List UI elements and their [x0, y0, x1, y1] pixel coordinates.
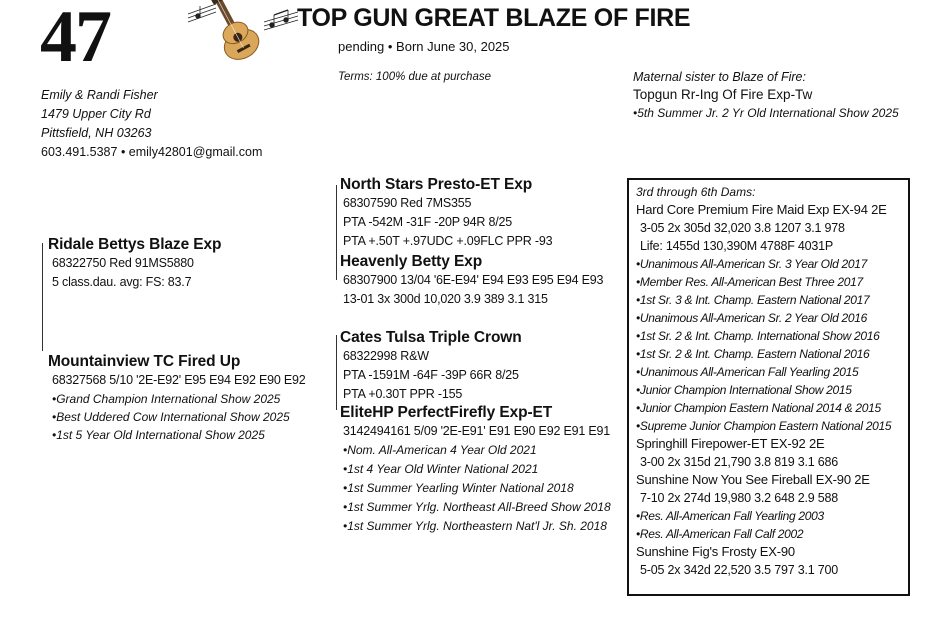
- dam-block: [48, 353, 306, 444]
- owner-names: Emily & Randi Fisher: [41, 88, 158, 102]
- owner-info: [41, 86, 262, 162]
- dam5-achievement: •Res. All-American Fall Yearling 2003: [636, 509, 824, 523]
- dam3-achievement: •Unanimous All-American Sr. 3 Year Old 2017: [636, 257, 867, 271]
- dam-dam-achievement: •1st Summer Yrlg. Northeastern Nat'l Jr. Sh. 2018: [343, 519, 607, 533]
- dam5-achievement: •Res. All-American Fall Calf 2002: [636, 527, 804, 541]
- sire-sire-line: 68307590 Red 7MS355: [343, 196, 472, 210]
- sire-block: [48, 236, 221, 292]
- dam3-achievement: •Supreme Junior Champion Eastern National 2015: [636, 419, 892, 433]
- dam-sire-line: PTA +0.30T PPR -155: [343, 387, 463, 401]
- sale-terms: Terms: 100% due at purchase: [338, 71, 491, 83]
- maternal-sister: [633, 68, 899, 122]
- dam3-achievement: •Unanimous All-American Fall Yearling 2015: [636, 365, 859, 379]
- owner-contact: 603.491.5387 • emily42801@gmail.com: [41, 145, 263, 159]
- dam3-achievement: •1st Sr. 3 & Int. Champ. Eastern National 2017: [636, 293, 870, 307]
- dam6-name: Sunshine Fig's Frosty EX-90: [636, 544, 795, 559]
- dam-sire-block: [340, 329, 522, 404]
- dam-dam-name: EliteHP PerfectFirefly Exp-ET: [340, 404, 553, 421]
- status-born-line: pending • Born June 30, 2025: [338, 39, 510, 54]
- dam-achievement: •1st 5 Year Old International Show 2025: [52, 428, 265, 442]
- sire-line: 5 class.dau. avg: FS: 83.7: [52, 275, 192, 289]
- dam4-name: Springhill Firepower-ET EX-92 2E: [636, 436, 825, 451]
- pedigree-line-sire: [336, 185, 337, 280]
- animal-title: TOP GUN GREAT BLAZE OF FIRE: [297, 4, 691, 32]
- dam-achievement: •Best Uddered Cow International Show 2025: [52, 410, 290, 424]
- pedigree-line-left: [42, 243, 43, 351]
- dam3-achievement: •1st Sr. 2 & Int. Champ. Eastern National 2016: [636, 347, 870, 361]
- dam-dam-block: [340, 404, 611, 536]
- sire-sire-line: PTA +.50T +.97UDC +.09FLC PPR -93: [343, 234, 553, 248]
- dam5-record: 7-10 2x 274d 19,980 3.2 648 2.9 588: [640, 491, 839, 505]
- maternal-sister-achievement: •5th Summer Jr. 2 Yr Old International Show 2025: [633, 106, 899, 120]
- lot-number: 47: [40, 0, 110, 78]
- dam4-record: 3-00 2x 315d 21,790 3.8 819 3.1 686: [640, 455, 839, 469]
- dam3-record: Life: 1455d 130,390M 4788F 4031P: [640, 239, 834, 253]
- dam3-achievement: •Unanimous All-American Sr. 2 Year Old 2016: [636, 311, 867, 325]
- dams-box-label: 3rd through 6th Dams:: [636, 185, 756, 199]
- maternal-sister-name: Topgun Rr-Ing Of Fire Exp-Tw: [633, 87, 813, 102]
- dam-sire-line: PTA -1591M -64F -39P 66R 8/25: [343, 368, 519, 382]
- dam3-achievement: •Junior Champion International Show 2015: [636, 383, 852, 397]
- sire-sire-line: PTA -542M -31F -20P 94R 8/25: [343, 215, 513, 229]
- sire-sire-block: [340, 176, 552, 251]
- pedigree-line-dam: [336, 335, 337, 410]
- dam-dam-achievement: •Nom. All-American 4 Year Old 2021: [343, 443, 537, 457]
- dam3-achievement: •Junior Champion Eastern National 2014 & 2015: [636, 401, 881, 415]
- dam-dam-achievement: •1st Summer Yrlg. Northeast All-Breed Show 2018: [343, 500, 611, 514]
- dam-dam-achievement: •1st 4 Year Old Winter National 2021: [343, 462, 539, 476]
- sire-dam-line: 68307900 13/04 '6E-E94' E94 E93 E95 E94 E93: [343, 273, 604, 287]
- owner-street: 1479 Upper City Rd: [41, 107, 151, 121]
- dam3-achievement: •1st Sr. 2 & Int. Champ. International Show 2016: [636, 329, 880, 343]
- dam-dam-line: 3142494161 5/09 '2E-E91' E91 E90 E92 E91 E91: [343, 424, 611, 438]
- dam-sire-line: 68322998 R&W: [343, 349, 429, 363]
- maternal-sister-label: Maternal sister to Blaze of Fire:: [633, 70, 806, 84]
- dams-box: [627, 178, 910, 596]
- dam3-record: 3-05 2x 305d 32,020 3.8 1207 3.1 978: [640, 221, 845, 235]
- sire-name: Ridale Bettys Blaze Exp: [48, 236, 222, 253]
- sire-sire-name: North Stars Presto-ET Exp: [340, 176, 533, 193]
- sire-line: 68322750 Red 91MS5880: [52, 256, 194, 270]
- dam-achievement: •Grand Champion International Show 2025: [52, 392, 281, 406]
- dam-line: 68327568 5/10 '2E-E92' E95 E94 E92 E90 E92: [52, 373, 306, 387]
- sire-dam-name: Heavenly Betty Exp: [340, 253, 483, 270]
- dam-name: Mountainview TC Fired Up: [48, 353, 241, 370]
- dam3-achievement: •Member Res. All-American Best Three 2017: [636, 275, 863, 289]
- owner-city: Pittsfield, NH 03263: [41, 126, 152, 140]
- dam6-record: 5-05 2x 342d 22,520 3.5 797 3.1 700: [640, 563, 839, 577]
- dam-sire-name: Cates Tulsa Triple Crown: [340, 329, 522, 346]
- dam5-name: Sunshine Now You See Fireball EX-90 2E: [636, 472, 870, 487]
- dam3-name: Hard Core Premium Fire Maid Exp EX-94 2E: [636, 202, 887, 217]
- sire-dam-block: [340, 253, 603, 309]
- dam-dam-achievement: •1st Summer Yearling Winter National 2018: [343, 481, 574, 495]
- sire-dam-line: 13-01 3x 300d 10,020 3.9 389 3.1 315: [343, 292, 548, 306]
- guitar-icon: [182, 0, 300, 72]
